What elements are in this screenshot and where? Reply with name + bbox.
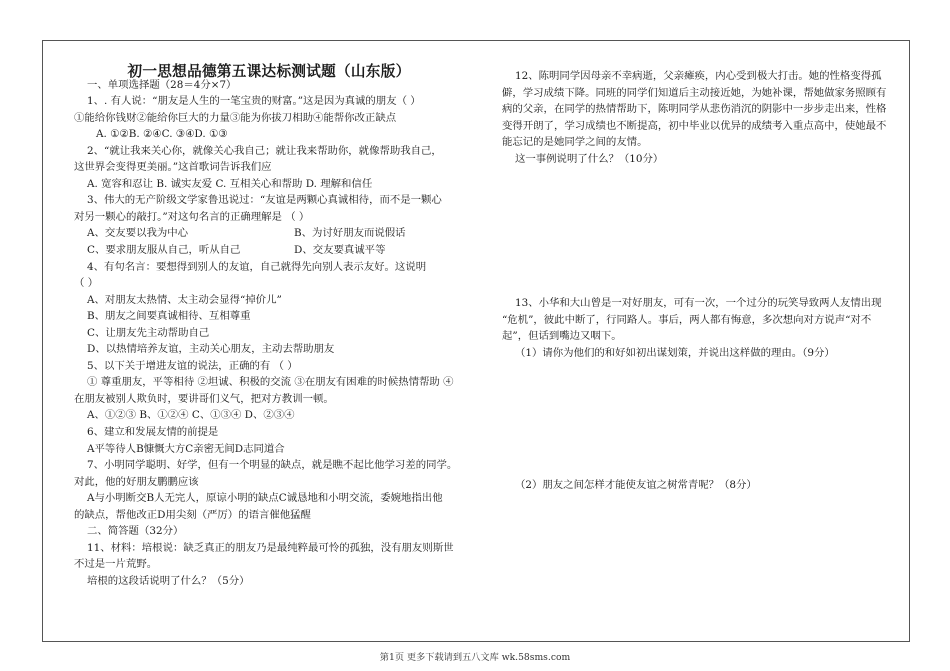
- option-a: A、对朋友太热情、太主动会显得“掉价儿”: [87, 293, 282, 306]
- question-13: 13、小华和大山曾是一对好朋友，可有一次，一个过分的玩笑导致两人友情出现: [515, 297, 882, 310]
- question-3: 3、伟大的无产阶级文学家鲁迅说过：“友谊是两颗心真诚相待，而不是一颗心: [87, 194, 442, 207]
- question-11-cont: 不过是一片荒野。: [74, 558, 158, 571]
- question-5-items-cont: 在朋友被别人欺负时，要讲哥们义气，把对方教训一顿。: [74, 392, 334, 405]
- option-c: C、让朋友先主动帮助自己: [87, 326, 210, 339]
- section-heading: 二、简答题（32分）: [87, 525, 184, 538]
- option-c: C、要求朋友服从自己，听从自己: [87, 243, 241, 256]
- question-12-cont: 僻，学习成绩下降。同班的同学们知道后主动接近她，为她补课，帮她做家务照顾有: [502, 86, 887, 99]
- question-6: 6、建立和发展友情的前提是: [87, 425, 219, 438]
- question-3-options-row1: [74, 225, 464, 242]
- question-12-ask: 这一事例说明了什么？（10分）: [515, 152, 664, 165]
- question-7: 7、小明同学聪明、好学，但有一个明显的缺点，就是瞧不起比他学习差的同学。: [87, 459, 458, 472]
- question-12: 12、陈明同学因母亲不幸病逝，父亲瘫痪，内心受到极大打击。她的性格变得孤: [515, 70, 882, 82]
- question-7-options-cont: 的缺点，帮他改正D用尖刻（严厉）的语言催他猛醒: [74, 508, 311, 521]
- question-11: 11、材料：培根说：缺乏真正的朋友乃是最纯粹最可怜的孤独，没有朋友则斯世: [87, 541, 454, 554]
- question-4-cont: （ ）: [74, 277, 99, 290]
- option-b: B、朋友之间要真诚相待、互相尊重: [87, 310, 251, 323]
- question-2-options: A. 宽容和忍让 B. 诚实友爱 C. 互相关心和帮助 D. 理解和信任: [87, 177, 373, 190]
- question-5-options: A、①②③ B、①②④ C、①③④ D、②③④: [87, 409, 295, 422]
- question-3-cont: 对另一颗心的敲打。”对这句名言的正确理解是 （ ）: [74, 210, 310, 223]
- left-column: [74, 60, 464, 589]
- question-2-cont: 这世界会变得更美丽。”这首歌词告诉我们应: [74, 161, 272, 174]
- option-b: B、为讨好朋友而说假话: [294, 227, 406, 240]
- question-2: 2、“就让我来关心你，就像关心我自己；就让我来帮助你，就像帮助我自己，: [87, 144, 442, 157]
- section-heading: 一、单项选择题（28＝4分×7）: [87, 78, 237, 91]
- question-13-ask-1: （1）请你为他们的和好如初出谋划策，并说出这样做的理由。（9分）: [515, 346, 835, 359]
- question-13-ask-2: （2）朋友之间怎样才能使友谊之树常青呢？（8分）: [515, 479, 757, 492]
- question-7-options: A与小明断交B人无完人，原谅小明的缺点C诚恳地和小明交流，委婉地指出他: [87, 492, 443, 505]
- question-1-options: A. ①②B. ②④C. ③④D. ①③: [96, 128, 228, 141]
- question-13-cont: “危机”，彼此中断了，行同路人。事后，两人都有悔意，多次想向对方说声“对不: [502, 313, 872, 326]
- option-d: D、交友要真诚平等: [294, 243, 386, 256]
- page-footer: 第1页 更多下载请到五八文库 wk.58sms.com: [379, 652, 571, 663]
- question-3-options-row2: [74, 242, 464, 259]
- question-5: 5、以下关于增进友谊的说法，正确的有 （ ）: [87, 359, 298, 372]
- right-column: [502, 68, 898, 494]
- question-1-items: ①能给你钱财②能给你巨大的力量③能为你拔刀相助④能帮你改正缺点: [74, 111, 397, 124]
- question-5-items: ① 尊重朋友，平等相待 ②坦诚、积极的交流 ③在朋友有困难的时候热情帮助 ④: [87, 376, 454, 389]
- option-d: D、以热情培养友谊，主动关心朋友，主动去帮助朋友: [87, 343, 335, 356]
- question-12-cont: 病的父亲，在同学的热情帮助下，陈明同学从悲伤消沉的阴影中一步步走出来，性格: [502, 103, 887, 116]
- question-7-cont: 对此，他的好朋友鹏鹏应该: [74, 475, 199, 488]
- question-6-options: A平等待人B慷慨大方C亲密无间D志同道合: [87, 442, 285, 455]
- option-a: A、交友要以我为中心: [87, 227, 189, 240]
- question-11-ask: 培根的这段话说明了什么？（5分）: [87, 574, 250, 587]
- question-4: 4、有句名言：要想得到别人的友谊，自己就得先向别人表示友好。这说明: [87, 260, 427, 273]
- question-1: 1、. 有人说：“朋友是人生的一笔宝贵的财富。”这是因为真诚的朋友（ ）: [87, 95, 421, 108]
- page-title: 初一思想品德第五课达标测试题（山东版）: [127, 63, 411, 80]
- question-13-cont: 起”，但话到嘴边又咽下。: [502, 330, 622, 343]
- question-12-cont: 能忘记的是她同学之间的友情。: [502, 136, 648, 149]
- question-12-cont: 变得开朗了，学习成绩也不断提高，初中毕业以优异的成绩考入重点高中，使她最不: [502, 119, 887, 132]
